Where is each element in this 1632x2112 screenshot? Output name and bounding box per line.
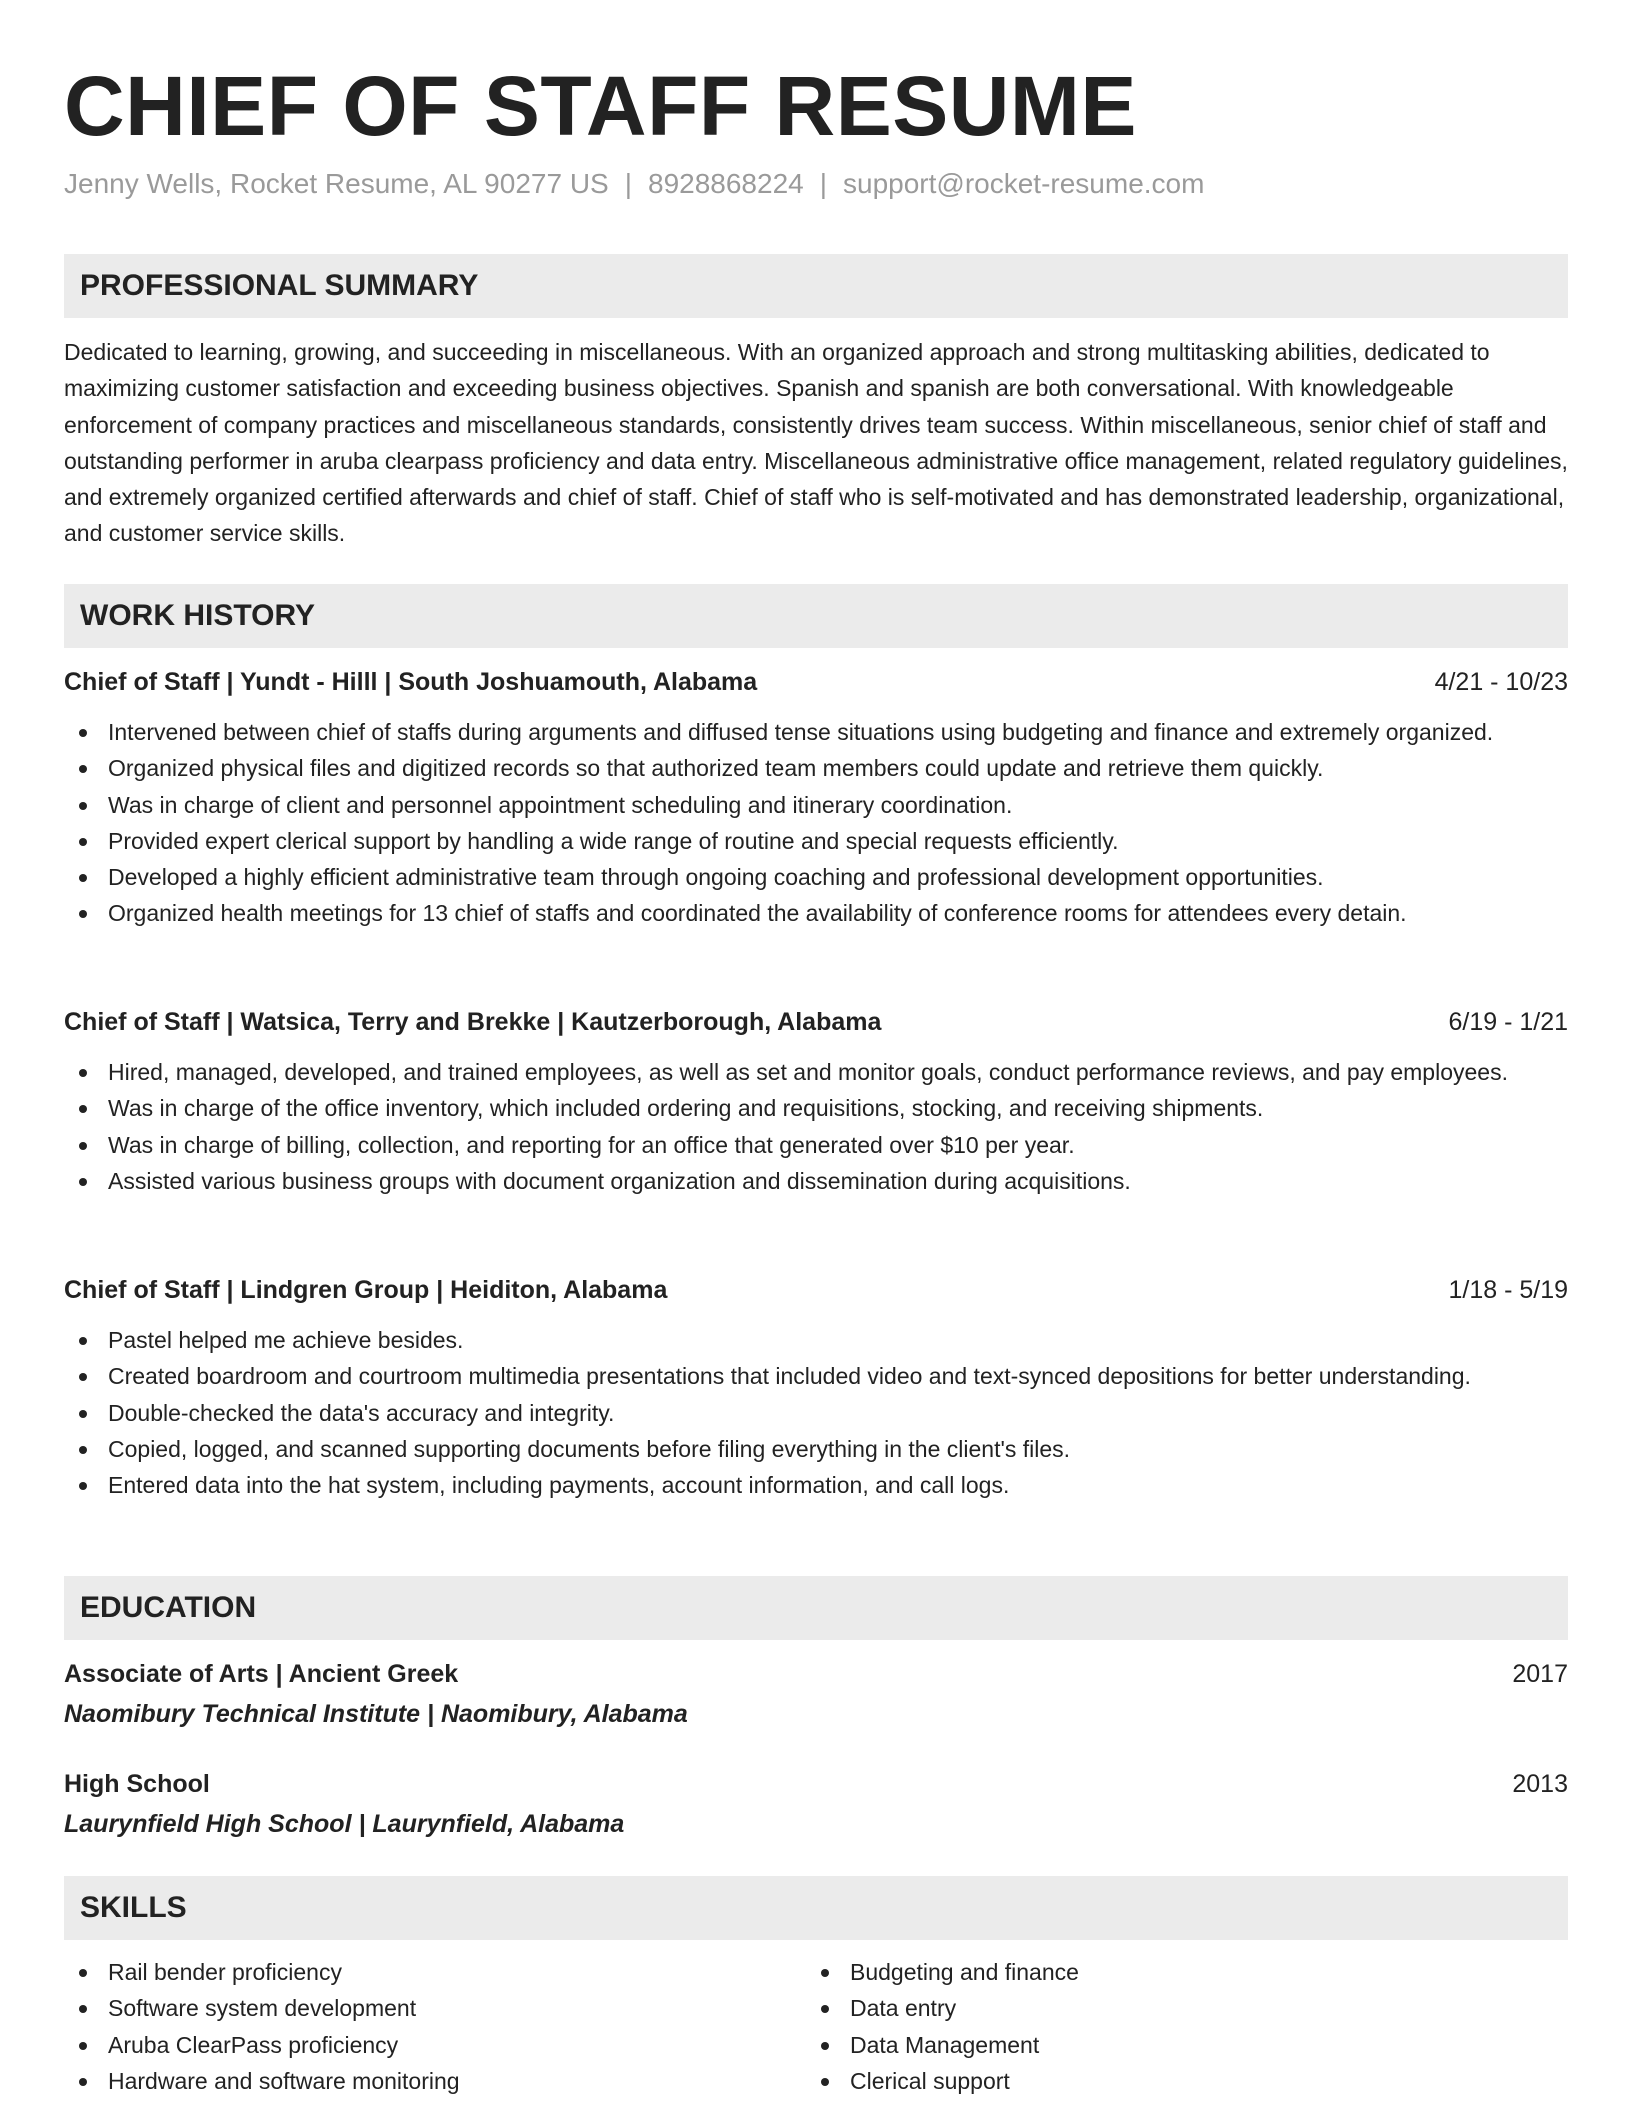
skill-item: Data Management bbox=[806, 2027, 1079, 2063]
education-year: 2013 bbox=[1512, 1770, 1568, 1798]
job-title: Chief of Staff | Yundt - Hilll | South Joshuamouth, Alabama bbox=[64, 668, 758, 696]
job-bullet: Developed a highly efficient administrative team through ongoing coaching and professional development opportunities. bbox=[64, 859, 1568, 895]
work-section-header bbox=[64, 584, 1568, 648]
summary-text: Dedicated to learning, growing, and succeeding in miscellaneous. With an organized approach and strong multitasking abilities, dedicated to maximizing customer satisfaction and exceeding business objectives. Spanish and spanish are both conversational. With knowledgeable enforcement of company practices and miscellaneous standards, consistently drives team success. Within miscellaneous, senior chief of staff and outstanding performer in aruba clearpass proficiency and data entry. Miscellaneous administrative office management, related regulatory guidelines, and extremely organized certified afterwards and chief of staff. Chief of staff who is self-motivated and has demonstrated leadership, organizational, and customer service skills. bbox=[64, 339, 1568, 547]
education-school: Laurynfield High School | Laurynfield, Alabama bbox=[64, 1810, 625, 1838]
job-bullet: Was in charge of the office inventory, which included ordering and requisitions, stocking, and receiving shipments. bbox=[64, 1090, 1568, 1126]
education-year: 2017 bbox=[1512, 1660, 1568, 1688]
skill-item: Software system development bbox=[64, 1990, 460, 2026]
contact-email: support@rocket-resume.com bbox=[843, 168, 1205, 199]
education-heading: EDUCATION bbox=[80, 1591, 257, 1624]
skill-item: Clerical support bbox=[806, 2063, 1079, 2099]
job-bullet: Created boardroom and courtroom multimedia presentations that included video and text-synced depositions for better understanding. bbox=[64, 1358, 1568, 1394]
skill-item: Budgeting and finance bbox=[806, 1954, 1079, 1990]
job-date: 6/19 - 1/21 bbox=[1448, 1008, 1568, 1036]
job-bullet: Organized physical files and digitized records so that authorized team members could update and retrieve them quickly. bbox=[64, 750, 1568, 786]
skill-item: Hardware and software monitoring bbox=[64, 2063, 460, 2099]
contact-address: Jenny Wells, Rocket Resume, AL 90277 US bbox=[64, 168, 609, 199]
contact-phone: 8928868224 bbox=[648, 168, 804, 199]
job-date: 1/18 - 5/19 bbox=[1448, 1276, 1568, 1304]
contact-line bbox=[64, 166, 1204, 202]
job-bullet: Intervened between chief of staffs during arguments and diffused tense situations using budgeting and finance and extremely organized. bbox=[64, 714, 1568, 750]
job-bullet: Pastel helped me achieve besides. bbox=[64, 1322, 1568, 1358]
job-bullets bbox=[64, 1054, 1568, 1199]
job-bullet: Was in charge of client and personnel appointment scheduling and itinerary coordination. bbox=[64, 787, 1568, 823]
skills-heading: SKILLS bbox=[80, 1891, 187, 1924]
contact-separator: | bbox=[819, 168, 828, 199]
job-bullet: Double-checked the data's accuracy and integrity. bbox=[64, 1395, 1568, 1431]
job-bullet: Hired, managed, developed, and trained employees, as well as set and monitor goals, conduct performance reviews, and pay employees. bbox=[64, 1054, 1568, 1090]
education-degree: High School bbox=[64, 1770, 210, 1798]
summary-heading: PROFESSIONAL SUMMARY bbox=[80, 269, 479, 302]
skills-list-left bbox=[64, 1954, 460, 2099]
job-title: Chief of Staff | Lindgren Group | Heiditon, Alabama bbox=[64, 1276, 668, 1304]
job-bullet: Assisted various business groups with document organization and dissemination during acquisitions. bbox=[64, 1163, 1568, 1199]
contact-separator: | bbox=[624, 168, 632, 199]
job-bullet: Entered data into the hat system, including payments, account information, and call logs. bbox=[64, 1467, 1568, 1503]
education-section-header bbox=[64, 1576, 1568, 1640]
job-date: 4/21 - 10/23 bbox=[1434, 668, 1568, 696]
education-school: Naomibury Technical Institute | Naomibury, Alabama bbox=[64, 1700, 688, 1728]
job-bullet: Organized health meetings for 13 chief of staffs and coordinated the availability of conference rooms for attendees every detain. bbox=[64, 895, 1568, 931]
job-bullet: Provided expert clerical support by handling a wide range of routine and special requests efficiently. bbox=[64, 823, 1568, 859]
work-heading: WORK HISTORY bbox=[80, 599, 316, 632]
skill-item: Data entry bbox=[806, 1990, 1079, 2026]
job-bullet: Copied, logged, and scanned supporting documents before filing everything in the client's files. bbox=[64, 1431, 1568, 1467]
skill-item: Aruba ClearPass proficiency bbox=[64, 2027, 460, 2063]
skill-item: Rail bender proficiency bbox=[64, 1954, 460, 1990]
job-bullet: Was in charge of billing, collection, and reporting for an office that generated over $10 per year. bbox=[64, 1127, 1568, 1163]
job-bullets bbox=[64, 714, 1568, 932]
job-bullets bbox=[64, 1322, 1568, 1503]
skills-section-header bbox=[64, 1876, 1568, 1940]
resume-title: CHIEF OF STAFF RESUME bbox=[64, 59, 1137, 153]
summary-section-header bbox=[64, 254, 1568, 318]
skills-list-right bbox=[806, 1954, 1079, 2099]
education-degree: Associate of Arts | Ancient Greek bbox=[64, 1660, 459, 1688]
job-title: Chief of Staff | Watsica, Terry and Brekke | Kautzerborough, Alabama bbox=[64, 1008, 882, 1036]
